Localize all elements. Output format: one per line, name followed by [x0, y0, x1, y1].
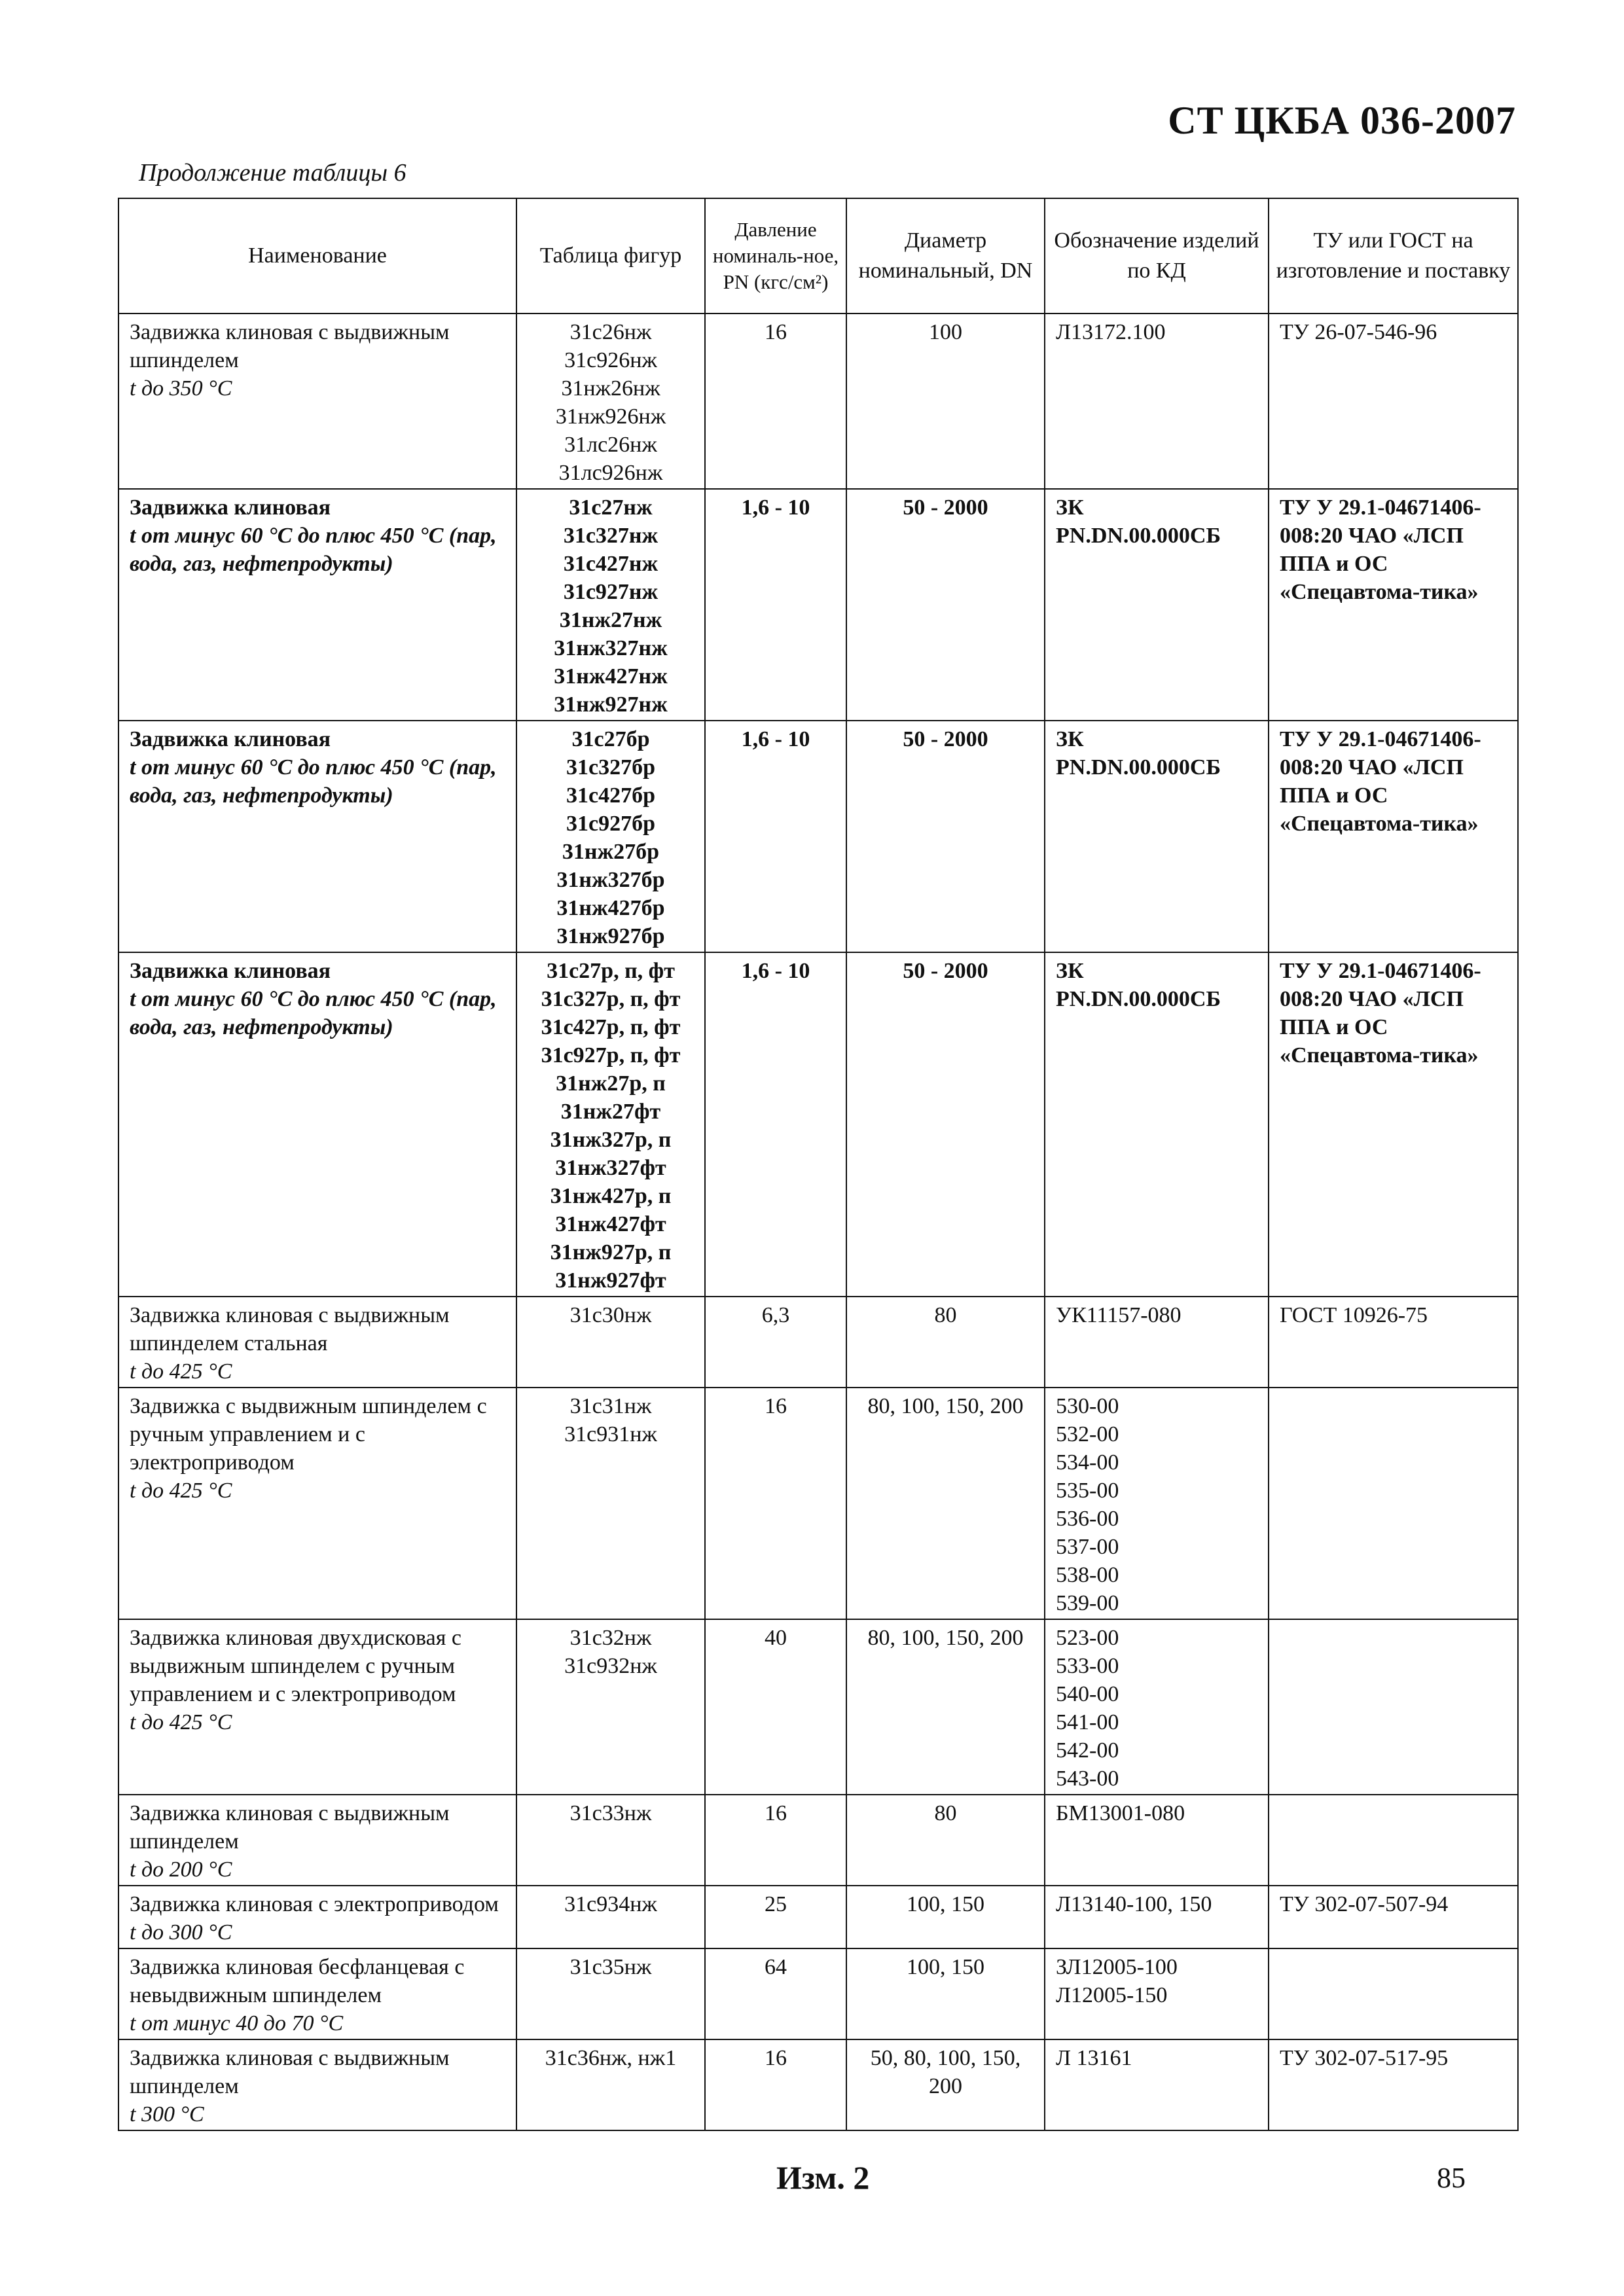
- figure-code: 31нж327нж: [554, 636, 668, 660]
- cell-name: [118, 1388, 516, 1619]
- figure-code: 31с927бр: [566, 812, 655, 836]
- figure-code: 31нж327р, п: [550, 1128, 672, 1152]
- table-row: [118, 489, 1518, 721]
- valve-name: Задвижка клиновая с выдвижным шпинделем: [130, 2046, 450, 2098]
- table-row: [118, 1297, 1518, 1388]
- designation-code: Л12005-150: [1056, 1983, 1168, 2007]
- designation-code: 537-00: [1056, 1535, 1119, 1559]
- valve-name: Задвижка клиновая: [130, 959, 331, 983]
- figure-code: 31нж327фт: [555, 1156, 666, 1180]
- cell-designation: [1045, 1297, 1269, 1388]
- cell-figures: [516, 2039, 705, 2130]
- designation-code: Л13172.100: [1056, 320, 1166, 344]
- temperature-range: t до 300 °С: [130, 1920, 232, 1945]
- document-code: СТ ЦКБА 036-2007: [1168, 99, 1516, 142]
- designation-code: PN.DN.00.000СБ: [1056, 755, 1221, 780]
- figure-code: 31нж927нж: [554, 692, 668, 717]
- cell-figures: [516, 1297, 705, 1388]
- cell-designation: [1045, 1886, 1269, 1948]
- cell-name: [118, 1619, 516, 1795]
- figure-code: 31с35нж: [569, 1955, 652, 1979]
- cell-figures: [516, 489, 705, 721]
- cell-standard: ТУ 26-07-546-96: [1269, 314, 1518, 489]
- table-row: [118, 1948, 1518, 2039]
- table-continuation-caption: Продолжение таблицы 6: [139, 159, 406, 187]
- valve-name: Задвижка клиновая с выдвижным шпинделем: [130, 1801, 450, 1854]
- cell-standard: [1269, 1948, 1518, 2039]
- table-row: [118, 721, 1518, 952]
- designation-code: 543-00: [1056, 1767, 1119, 1791]
- table-row: [118, 2039, 1518, 2130]
- cell-figures: [516, 1948, 705, 2039]
- change-number: Изм. 2: [776, 2159, 870, 2196]
- designation-code: 538-00: [1056, 1563, 1119, 1587]
- designation-code: ЗК: [1056, 727, 1084, 751]
- valve-name: Задвижка клиновая: [130, 495, 331, 520]
- cell-name: [118, 1948, 516, 2039]
- cell-standard: ТУ У 29.1-04671406-008:20 ЧАО «ЛСП ППА и ОС «Спецавтома-тика»: [1269, 489, 1518, 721]
- figure-code: 31нж27р, п: [556, 1071, 666, 1096]
- temperature-range: t от минус 40 до 70 °С: [130, 2011, 344, 2036]
- page-number: 85: [1437, 2162, 1466, 2194]
- temperature-range: t до 425 °С: [130, 1710, 232, 1734]
- cell-pn: 40: [705, 1619, 846, 1795]
- cell-pn: 1,6 - 10: [705, 952, 846, 1297]
- cell-pn: 16: [705, 1795, 846, 1886]
- valve-name: Задвижка клиновая с выдвижным шпинделем: [130, 320, 450, 372]
- figure-code: 31нж927бр: [556, 924, 665, 948]
- designation-code: УК11157-080: [1056, 1303, 1182, 1327]
- cell-name: [118, 1795, 516, 1886]
- figure-code: 31с27р, п, фт: [547, 959, 675, 983]
- designation-code: 539-00: [1056, 1591, 1119, 1615]
- figure-code: 31с27нж: [569, 495, 653, 520]
- figure-code: 31с31нж: [569, 1394, 652, 1418]
- cell-dn: 50 - 2000: [846, 952, 1045, 1297]
- header-designation: Обозначение изделий по КД: [1045, 198, 1269, 314]
- cell-pn: 16: [705, 2039, 846, 2130]
- figure-code: 31с927р, п, фт: [541, 1043, 681, 1067]
- figure-code: 31с926нж: [564, 348, 657, 372]
- cell-pn: 1,6 - 10: [705, 489, 846, 721]
- cell-name: [118, 952, 516, 1297]
- cell-dn: 100, 150: [846, 1886, 1045, 1948]
- cell-figures: [516, 314, 705, 489]
- cell-name: [118, 314, 516, 489]
- cell-designation: [1045, 1388, 1269, 1619]
- cell-dn: 80, 100, 150, 200: [846, 1619, 1045, 1795]
- figure-code: 31с30нж: [569, 1303, 652, 1327]
- valve-name: Задвижка с выдвижным шпинделем с ручным управлением и с электроприводом: [130, 1394, 487, 1475]
- header-dn: Диаметр номинальный, DN: [846, 198, 1045, 314]
- cell-pn: 6,3: [705, 1297, 846, 1388]
- cell-name: [118, 2039, 516, 2130]
- table-row: [118, 1619, 1518, 1795]
- designation-code: 533-00: [1056, 1654, 1119, 1678]
- figure-code: 31с327бр: [566, 755, 655, 780]
- designation-code: 540-00: [1056, 1682, 1119, 1706]
- temperature-range: t до 425 °С: [130, 1359, 232, 1384]
- cell-designation: [1045, 952, 1269, 1297]
- table-header-row: [118, 198, 1518, 314]
- valve-name: Задвижка клиновая: [130, 727, 331, 751]
- designation-code: 541-00: [1056, 1710, 1119, 1734]
- cell-figures: [516, 1886, 705, 1948]
- cell-standard: [1269, 1795, 1518, 1886]
- cell-dn: 100, 150: [846, 1948, 1045, 2039]
- figure-code: 31нж927фт: [555, 1268, 666, 1293]
- valve-name: Задвижка клиновая с выдвижным шпинделем стальная: [130, 1303, 450, 1355]
- table-row: [118, 314, 1518, 489]
- cell-standard: [1269, 1619, 1518, 1795]
- designation-code: PN.DN.00.000СБ: [1056, 524, 1221, 548]
- cell-dn: 50 - 2000: [846, 721, 1045, 952]
- cell-name: [118, 489, 516, 721]
- figure-code: 31с27бр: [571, 727, 650, 751]
- cell-designation: [1045, 1948, 1269, 2039]
- figure-code: 31нж427фт: [555, 1212, 666, 1236]
- cell-designation: [1045, 489, 1269, 721]
- cell-pn: 16: [705, 1388, 846, 1619]
- figure-code: 31с327нж: [563, 524, 659, 548]
- figure-code: 31с327р, п, фт: [541, 987, 681, 1011]
- designation-code: 535-00: [1056, 1479, 1119, 1503]
- designation-code: 542-00: [1056, 1738, 1119, 1763]
- designation-code: ЗЛ12005-100: [1056, 1955, 1178, 1979]
- cell-designation: [1045, 314, 1269, 489]
- header-standard: ТУ или ГОСТ на изготовление и поставку: [1269, 198, 1518, 314]
- figure-code: 31с33нж: [569, 1801, 652, 1825]
- cell-dn: 80, 100, 150, 200: [846, 1388, 1045, 1619]
- table-row: [118, 1886, 1518, 1948]
- figure-code: 31нж27нж: [559, 608, 662, 632]
- designation-code: 523-00: [1056, 1626, 1119, 1650]
- designation-code: 530-00: [1056, 1394, 1119, 1418]
- figure-code: 31с427нж: [563, 552, 659, 576]
- figure-code: 31с427р, п, фт: [541, 1015, 681, 1039]
- designation-code: Л13140-100, 150: [1056, 1892, 1212, 1916]
- temperature-range: t от минус 60 °С до плюс 450 °С (пар, вода, газ, нефтепродукты): [130, 755, 497, 808]
- cell-standard: ТУ 302-07-507-94: [1269, 1886, 1518, 1948]
- temperature-range: t до 425 °С: [130, 1479, 232, 1503]
- temperature-range: t от минус 60 °С до плюс 450 °С (пар, вода, газ, нефтепродукты): [130, 524, 497, 576]
- header-pn: Давление номиналь-ное, PN (кгс/см²): [705, 198, 846, 314]
- figure-code: 31нж427бр: [556, 896, 665, 920]
- valve-name: Задвижка клиновая двухдисковая с выдвижным шпинделем с ручным управлением и с электроприводом: [130, 1626, 461, 1706]
- cell-figures: [516, 1795, 705, 1886]
- cell-name: [118, 721, 516, 952]
- figure-code: 31с427бр: [566, 783, 655, 808]
- cell-standard: ТУ У 29.1-04671406-008:20 ЧАО «ЛСП ППА и ОС «Спецавтома-тика»: [1269, 721, 1518, 952]
- cell-figures: [516, 721, 705, 952]
- figure-code: 31лс926нж: [558, 461, 663, 485]
- cell-designation: [1045, 1795, 1269, 1886]
- cell-figures: [516, 1388, 705, 1619]
- designation-code: 532-00: [1056, 1422, 1119, 1446]
- cell-dn: 80: [846, 1297, 1045, 1388]
- figure-code: 31нж27бр: [562, 840, 660, 864]
- cell-figures: [516, 952, 705, 1297]
- cell-figures: [516, 1619, 705, 1795]
- temperature-range: t до 350 °С: [130, 376, 232, 401]
- temperature-range: t до 200 °С: [130, 1857, 232, 1882]
- cell-standard: ГОСТ 10926-75: [1269, 1297, 1518, 1388]
- cell-designation: [1045, 2039, 1269, 2130]
- figure-code: 31с36нж, нж1: [545, 2046, 677, 2070]
- designation-code: ЗК: [1056, 495, 1084, 520]
- cell-pn: 64: [705, 1948, 846, 2039]
- designation-code: ЗК: [1056, 959, 1084, 983]
- table-row: [118, 1795, 1518, 1886]
- cell-pn: 16: [705, 314, 846, 489]
- figure-code: 31нж427р, п: [550, 1184, 672, 1208]
- figure-code: 31с927нж: [563, 580, 659, 604]
- figure-code: 31нж927р, п: [550, 1240, 672, 1265]
- figure-code: 31с932нж: [564, 1654, 657, 1678]
- designation-code: 534-00: [1056, 1450, 1119, 1475]
- cell-dn: 50 - 2000: [846, 489, 1045, 721]
- cell-standard: ТУ 302-07-517-95: [1269, 2039, 1518, 2130]
- designation-code: БМ13001-080: [1056, 1801, 1185, 1825]
- figure-code: 31нж926нж: [555, 404, 666, 429]
- valve-name: Задвижка клиновая бесфланцевая с невыдвижным шпинделем: [130, 1955, 465, 2007]
- cell-designation: [1045, 1619, 1269, 1795]
- cell-designation: [1045, 721, 1269, 952]
- cell-dn: 80: [846, 1795, 1045, 1886]
- figure-code: 31с931нж: [564, 1422, 657, 1446]
- table-row: [118, 952, 1518, 1297]
- cell-standard: ТУ У 29.1-04671406-008:20 ЧАО «ЛСП ППА и ОС «Спецавтома-тика»: [1269, 952, 1518, 1297]
- cell-standard: [1269, 1388, 1518, 1619]
- figure-code: 31с32нж: [569, 1626, 652, 1650]
- figure-code: 31с934нж: [564, 1892, 657, 1916]
- designation-code: Л 13161: [1056, 2046, 1132, 2070]
- valve-name: Задвижка клиновая с электроприводом: [130, 1892, 499, 1916]
- temperature-range: t от минус 60 °С до плюс 450 °С (пар, вода, газ, нефтепродукты): [130, 987, 497, 1039]
- cell-name: [118, 1886, 516, 1948]
- table-row: [118, 1388, 1518, 1619]
- figure-code: 31нж427нж: [554, 664, 668, 689]
- cell-pn: 25: [705, 1886, 846, 1948]
- designation-code: 536-00: [1056, 1507, 1119, 1531]
- figure-code: 31нж27фт: [560, 1100, 661, 1124]
- valves-table: [118, 198, 1519, 2131]
- cell-dn: 100: [846, 314, 1045, 489]
- designation-code: PN.DN.00.000СБ: [1056, 987, 1221, 1011]
- cell-name: [118, 1297, 516, 1388]
- temperature-range: t 300 °С: [130, 2102, 204, 2126]
- figure-code: 31с26нж: [569, 320, 652, 344]
- figure-code: 31нж26нж: [561, 376, 660, 401]
- figure-code: 31нж327бр: [556, 868, 665, 892]
- cell-pn: 1,6 - 10: [705, 721, 846, 952]
- cell-dn: 50, 80, 100, 150, 200: [846, 2039, 1045, 2130]
- header-name: Наименование: [118, 198, 516, 314]
- header-figure: Таблица фигур: [516, 198, 705, 314]
- figure-code: 31лс26нж: [564, 433, 657, 457]
